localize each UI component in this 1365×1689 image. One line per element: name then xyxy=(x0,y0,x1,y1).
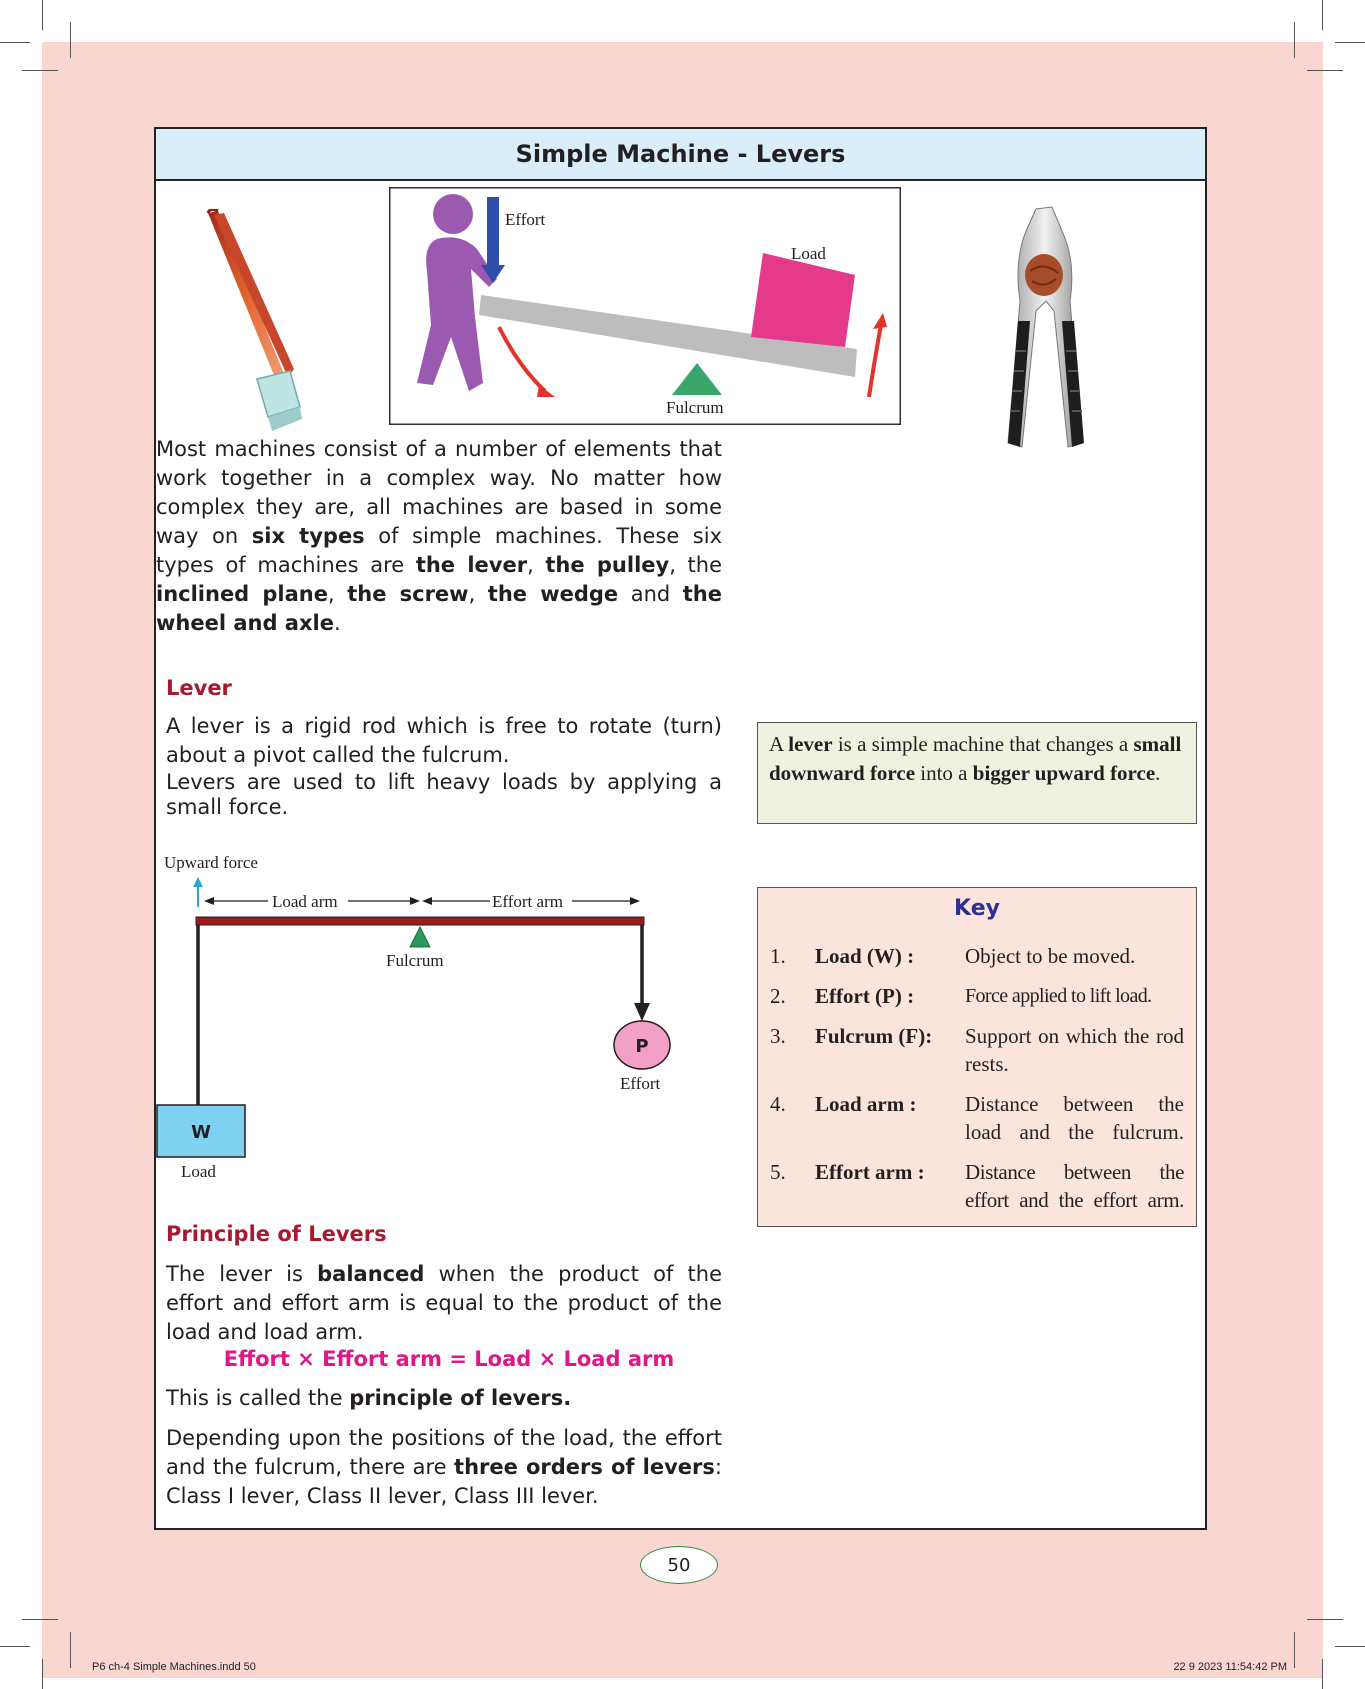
key-item-number: 1. xyxy=(770,944,786,968)
orders-text: Depending upon the positions of the load, the effort and the fulcrum, there are xyxy=(166,1426,722,1479)
crop-mark xyxy=(1307,70,1343,71)
slug-file-info: P6 ch-4 Simple Machines.indd 50 xyxy=(92,1661,256,1673)
key-item-description: Distance between the effort and the effort arm. xyxy=(965,1160,1184,1212)
definition-text: is a simple machine that changes a xyxy=(832,732,1134,756)
principle-bold: balanced xyxy=(317,1262,425,1286)
intro-text: of simple machines. These six types of machines are xyxy=(156,524,722,577)
load-w-label: W xyxy=(191,1122,211,1143)
key-item-description: Object to be moved. xyxy=(965,944,1136,968)
intro-text: Most machines consist of a number of elements that work together in a complex way. No matter how complex they are, all machines are based in some way on xyxy=(156,437,722,548)
orders-text: : Class I lever, Class II lever, Class III lever. xyxy=(166,1455,722,1508)
upward-force-label: Upward force xyxy=(164,853,258,872)
fulcrum-diagram-label: Fulcrum xyxy=(386,951,444,970)
fulcrum-label: Fulcrum xyxy=(666,398,724,417)
crop-mark xyxy=(1294,1632,1295,1668)
key-item-description: Support on which the rod rests. xyxy=(965,1024,1184,1076)
orders-paragraph xyxy=(166,1424,722,1511)
key-item-number: 4. xyxy=(770,1092,786,1116)
key-item-number: 5. xyxy=(770,1160,786,1184)
definition-bold: lever xyxy=(788,732,833,756)
key-item-description: Force applied to lift load. xyxy=(965,985,1152,1007)
principle-text: The lever is xyxy=(166,1262,318,1286)
crop-mark xyxy=(1322,0,1323,30)
crop-mark xyxy=(1335,1646,1365,1647)
fulcrum-marker xyxy=(410,927,430,947)
intro-paragraph xyxy=(156,435,722,638)
key-item-number: 3. xyxy=(770,1024,786,1048)
lever-text-1: A lever is a rigid rod which is free to rotate (turn) about a pivot called the fulcrum. xyxy=(166,714,722,767)
principle-paragraph xyxy=(166,1260,722,1347)
crop-mark xyxy=(22,1619,58,1620)
principle-heading: Principle of Levers xyxy=(166,1222,387,1246)
intro-bold: inclined plane xyxy=(156,582,328,606)
content-frame xyxy=(154,127,1207,1530)
key-item xyxy=(770,982,1184,1010)
intro-text: . xyxy=(333,611,341,635)
key-box xyxy=(757,887,1197,1227)
load-label: Load xyxy=(791,244,826,263)
called-bold: principle of levers. xyxy=(349,1386,572,1410)
key-item-term: Effort (P) : xyxy=(815,984,915,1008)
key-item xyxy=(770,942,1184,970)
page-number xyxy=(640,1546,718,1584)
page-title: Simple Machine - Levers xyxy=(515,140,846,168)
intro-bold: the wheel and axle xyxy=(156,582,722,635)
load-arm-label: Load arm xyxy=(272,892,338,911)
title-bar xyxy=(156,129,1205,181)
effort-p-label: P xyxy=(635,1036,649,1057)
lever-text-2: Levers are used to lift heavy loads by applying a small force. xyxy=(166,770,722,819)
principle-formula: Effort × Effort arm = Load × Load arm xyxy=(223,1347,675,1371)
nutcracker-illustration xyxy=(990,201,1102,451)
key-item-term: Effort arm : xyxy=(815,1160,925,1184)
intro-bold: the pulley xyxy=(545,553,670,577)
intro-text: , xyxy=(527,553,546,577)
key-item-term: Load (W) : xyxy=(815,944,915,968)
effort-arrow-down xyxy=(634,1003,650,1021)
crop-mark xyxy=(0,1646,30,1647)
key-item xyxy=(770,1022,1184,1078)
load-diagram-label: Load xyxy=(181,1162,216,1179)
crop-mark xyxy=(70,1632,71,1668)
seesaw-illustration xyxy=(389,187,901,425)
upward-force-arrow xyxy=(193,877,203,887)
key-title: Key xyxy=(954,896,1000,921)
key-item xyxy=(770,1158,1184,1214)
key-item-description: Distance between the load and the fulcrum. xyxy=(965,1092,1184,1144)
orders-bold: three orders of levers xyxy=(454,1455,715,1479)
definition-bold: bigger upward force xyxy=(972,761,1156,785)
tongs-illustration xyxy=(202,209,302,439)
crop-mark xyxy=(1322,1659,1323,1689)
effort-label: Effort xyxy=(505,210,546,229)
crop-mark xyxy=(70,22,71,58)
definition-text: . xyxy=(1155,761,1161,785)
intro-bold: six types xyxy=(251,524,365,548)
intro-text: , xyxy=(328,582,348,606)
crop-mark xyxy=(0,42,30,43)
definition-text: into a xyxy=(915,761,973,785)
intro-bold: the lever xyxy=(415,553,528,577)
key-item-term: Load arm : xyxy=(815,1092,917,1116)
crop-mark xyxy=(1335,42,1365,43)
slug-timestamp: 22 9 2023 11:54:42 PM xyxy=(1173,1661,1287,1673)
definition-bold: small downward force xyxy=(769,732,1182,785)
called-text: This is called the xyxy=(166,1386,350,1410)
lever-diagram xyxy=(156,849,716,1179)
principle-text: when the product of the effort and effort arm is equal to the product of the load and load arm. xyxy=(166,1262,722,1344)
key-item-term: Fulcrum (F): xyxy=(815,1024,933,1048)
lever-rod xyxy=(196,917,644,925)
definition-text: A xyxy=(769,732,789,756)
intro-bold: the wedge xyxy=(487,582,619,606)
definition-box xyxy=(757,722,1197,824)
lever-heading: Lever xyxy=(166,676,232,700)
effort-arm-label: Effort arm xyxy=(492,892,563,911)
key-item xyxy=(770,1090,1184,1146)
crop-mark xyxy=(1294,22,1295,58)
intro-text: , the xyxy=(669,553,722,577)
called-paragraph xyxy=(166,1384,722,1413)
effort-diagram-label: Effort xyxy=(620,1074,661,1093)
crop-mark xyxy=(22,70,58,71)
crop-mark xyxy=(42,0,43,30)
intro-text: , xyxy=(468,582,488,606)
crop-mark xyxy=(42,1659,43,1689)
page-number-text: 50 xyxy=(667,1554,691,1576)
intro-text: and xyxy=(618,582,683,606)
crop-mark xyxy=(1307,1619,1343,1620)
intro-bold: the screw xyxy=(347,582,469,606)
key-item-number: 2. xyxy=(770,984,786,1008)
